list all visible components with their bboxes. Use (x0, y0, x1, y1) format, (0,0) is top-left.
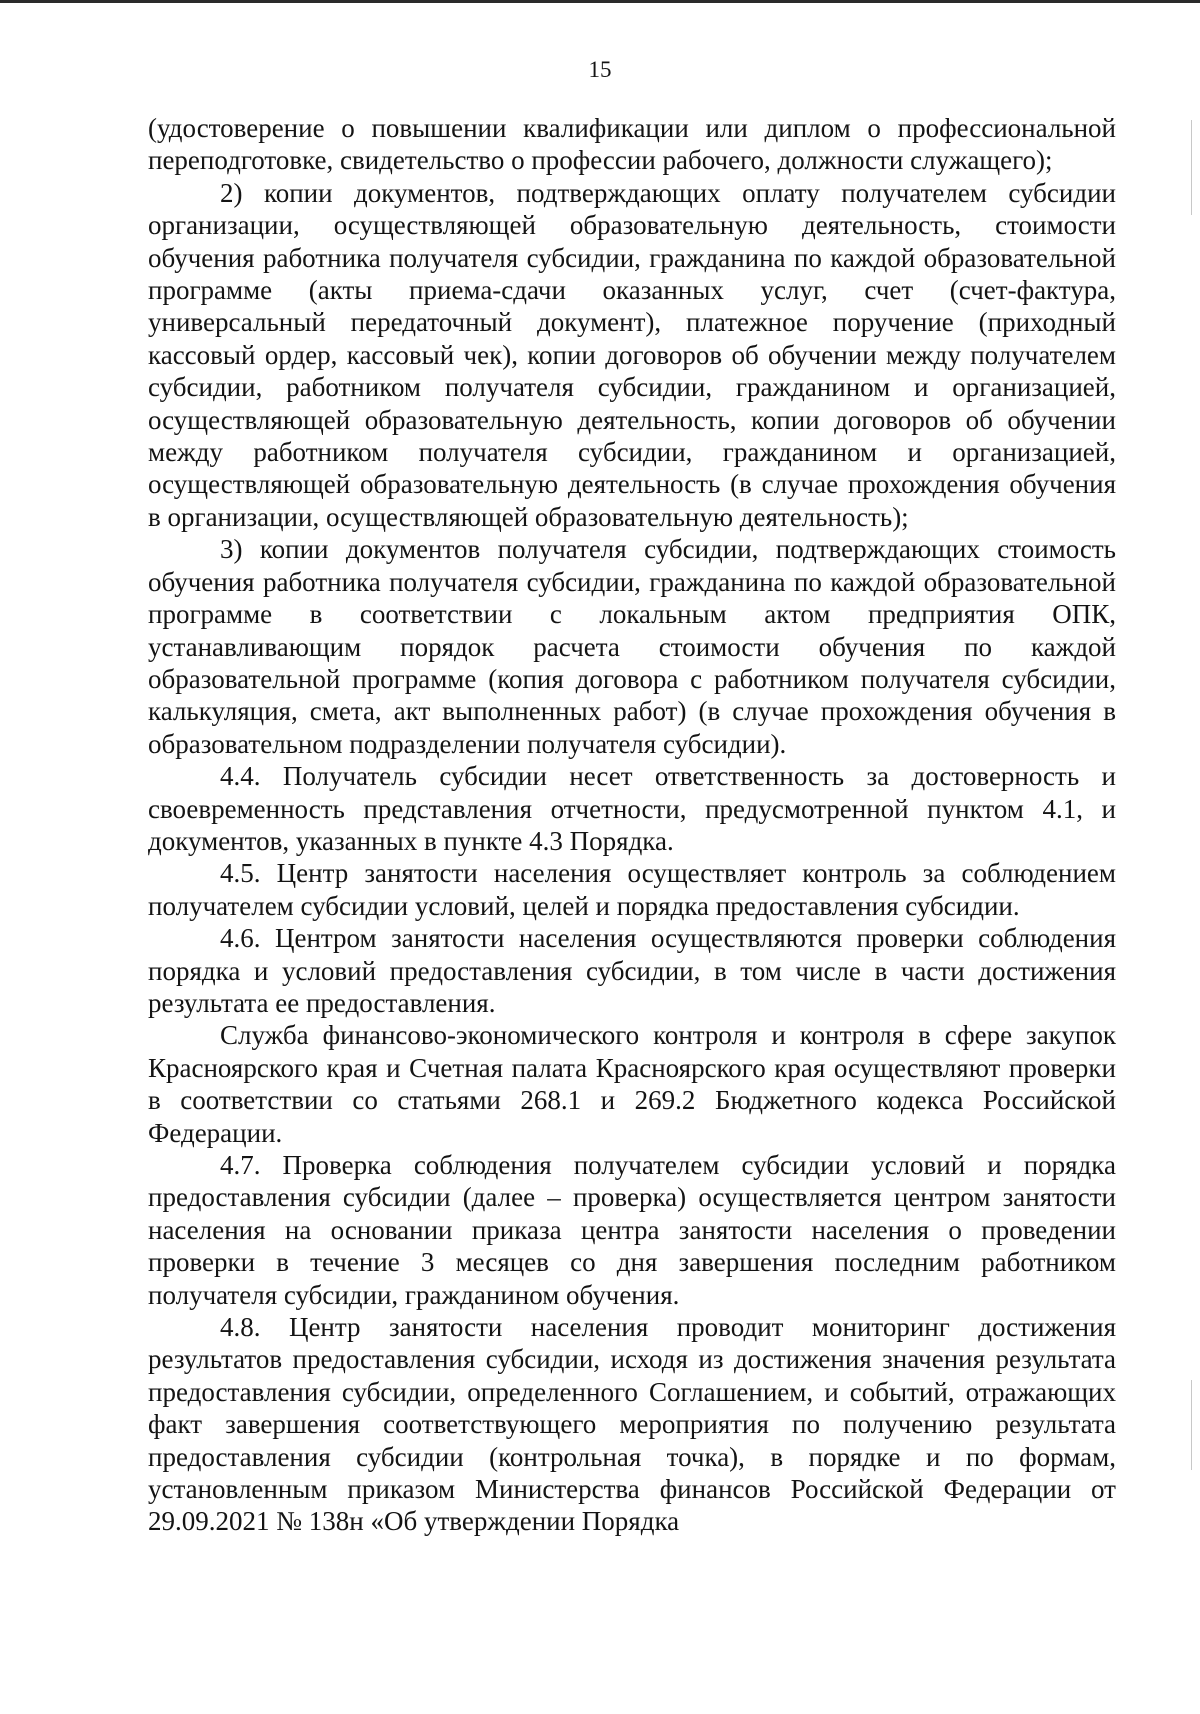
scan-edge-mark (1191, 1380, 1192, 1470)
paragraph-4-8: 4.8. Центр занятости населения проводит мониторинг достижения результатов предоставления субсидии, исходя из достижения значения результата предоставления субсидии, определенного Соглашением, и событий, отражающих факт завершения соответствующего мероприятия по получению результата предоставления субсидии (контрольная точка), в порядке и по формам, установленным приказом Министерства финансов Российской Федерации от 29.09.2021 № 138н «Об утверждении Порядка (148, 1312, 1116, 1537)
paragraph-control-service: Служба финансово-экономического контроля и контроля в сфере закупок Красноярского края и Счетная палата Красноярского края осуществляют проверки в соответствии со статьями 268.1 и 269.2 Бюджетного кодекса Российской Федерации. (148, 1020, 1116, 1148)
paragraph-item-3: 3) копии документов получателя субсидии, подтверждающих стоимость обучения работника получателя субсидии, гражданина по каждой образовательной программе в соответствии с локальным актом предприятия ОПК, устанавливающим порядок расчета стоимости обучения по каждой образовательной программе (копия договора с работником получателя субсидии, калькуляция, смета, акт выполненных работ) (в случае прохождения обучения в образовательном подразделении получателя субсидии). (148, 534, 1116, 759)
paragraph-continuation: (удостоверение о повышении квалификации или диплом о профессиональной переподготовке, свидетельство о профессии рабочего, должности служащего); (148, 113, 1116, 176)
page-number: 15 (588, 57, 612, 82)
paragraph-4-7: 4.7. Проверка соблюдения получателем субсидии условий и порядка предоставления субсидии (далее – проверка) осуществляется центром занятости населения на основании приказа центра занятости населения о проведении проверки в течение 3 месяцев со дня завершения последним работником получателя субсидии, гражданином обучения. (148, 1150, 1116, 1310)
paragraph-item-2: 2) копии документов, подтверждающих оплату получателем субсидии организации, осуществляющей образовательную деятельность, стоимости обучения работника получателя субсидии, гражданина по каждой образовательной программе (акты приема-сдачи оказанных услуг, счет (счет-фактура, универсальный передаточный документ), платежное поручение (приходный кассовый ордер, кассовый чек), копии договоров об обучении между получателем субсидии, работником получателя субсидии, гражданином и организацией, осуществляющей образовательную деятельность, копии договоров об обучении между работником получателя субсидии, гражданином и организацией, осуществляющей образовательную деятельность (в случае прохождения обучения в организации, осуществляющей образовательную деятельность); (148, 177, 1116, 532)
paragraph-4-5: 4.5. Центр занятости населения осуществляет контроль за соблюдением получателем субсидии условий, целей и порядка предоставления субсидии. (148, 858, 1116, 921)
scan-edge-mark (1191, 120, 1192, 215)
paragraph-4-6: 4.6. Центром занятости населения осуществляются проверки соблюдения порядка и условий предоставления субсидии, в том числе в части достижения результата ее предоставления. (148, 923, 1116, 1018)
paragraph-4-4: 4.4. Получатель субсидии несет ответственность за достоверность и своевременность представления отчетности, предусмотренной пунктом 4.1, и документов, указанных в пункте 4.3 Порядка. (148, 761, 1116, 856)
document-body (148, 112, 1116, 1538)
scan-top-border (0, 0, 1200, 3)
